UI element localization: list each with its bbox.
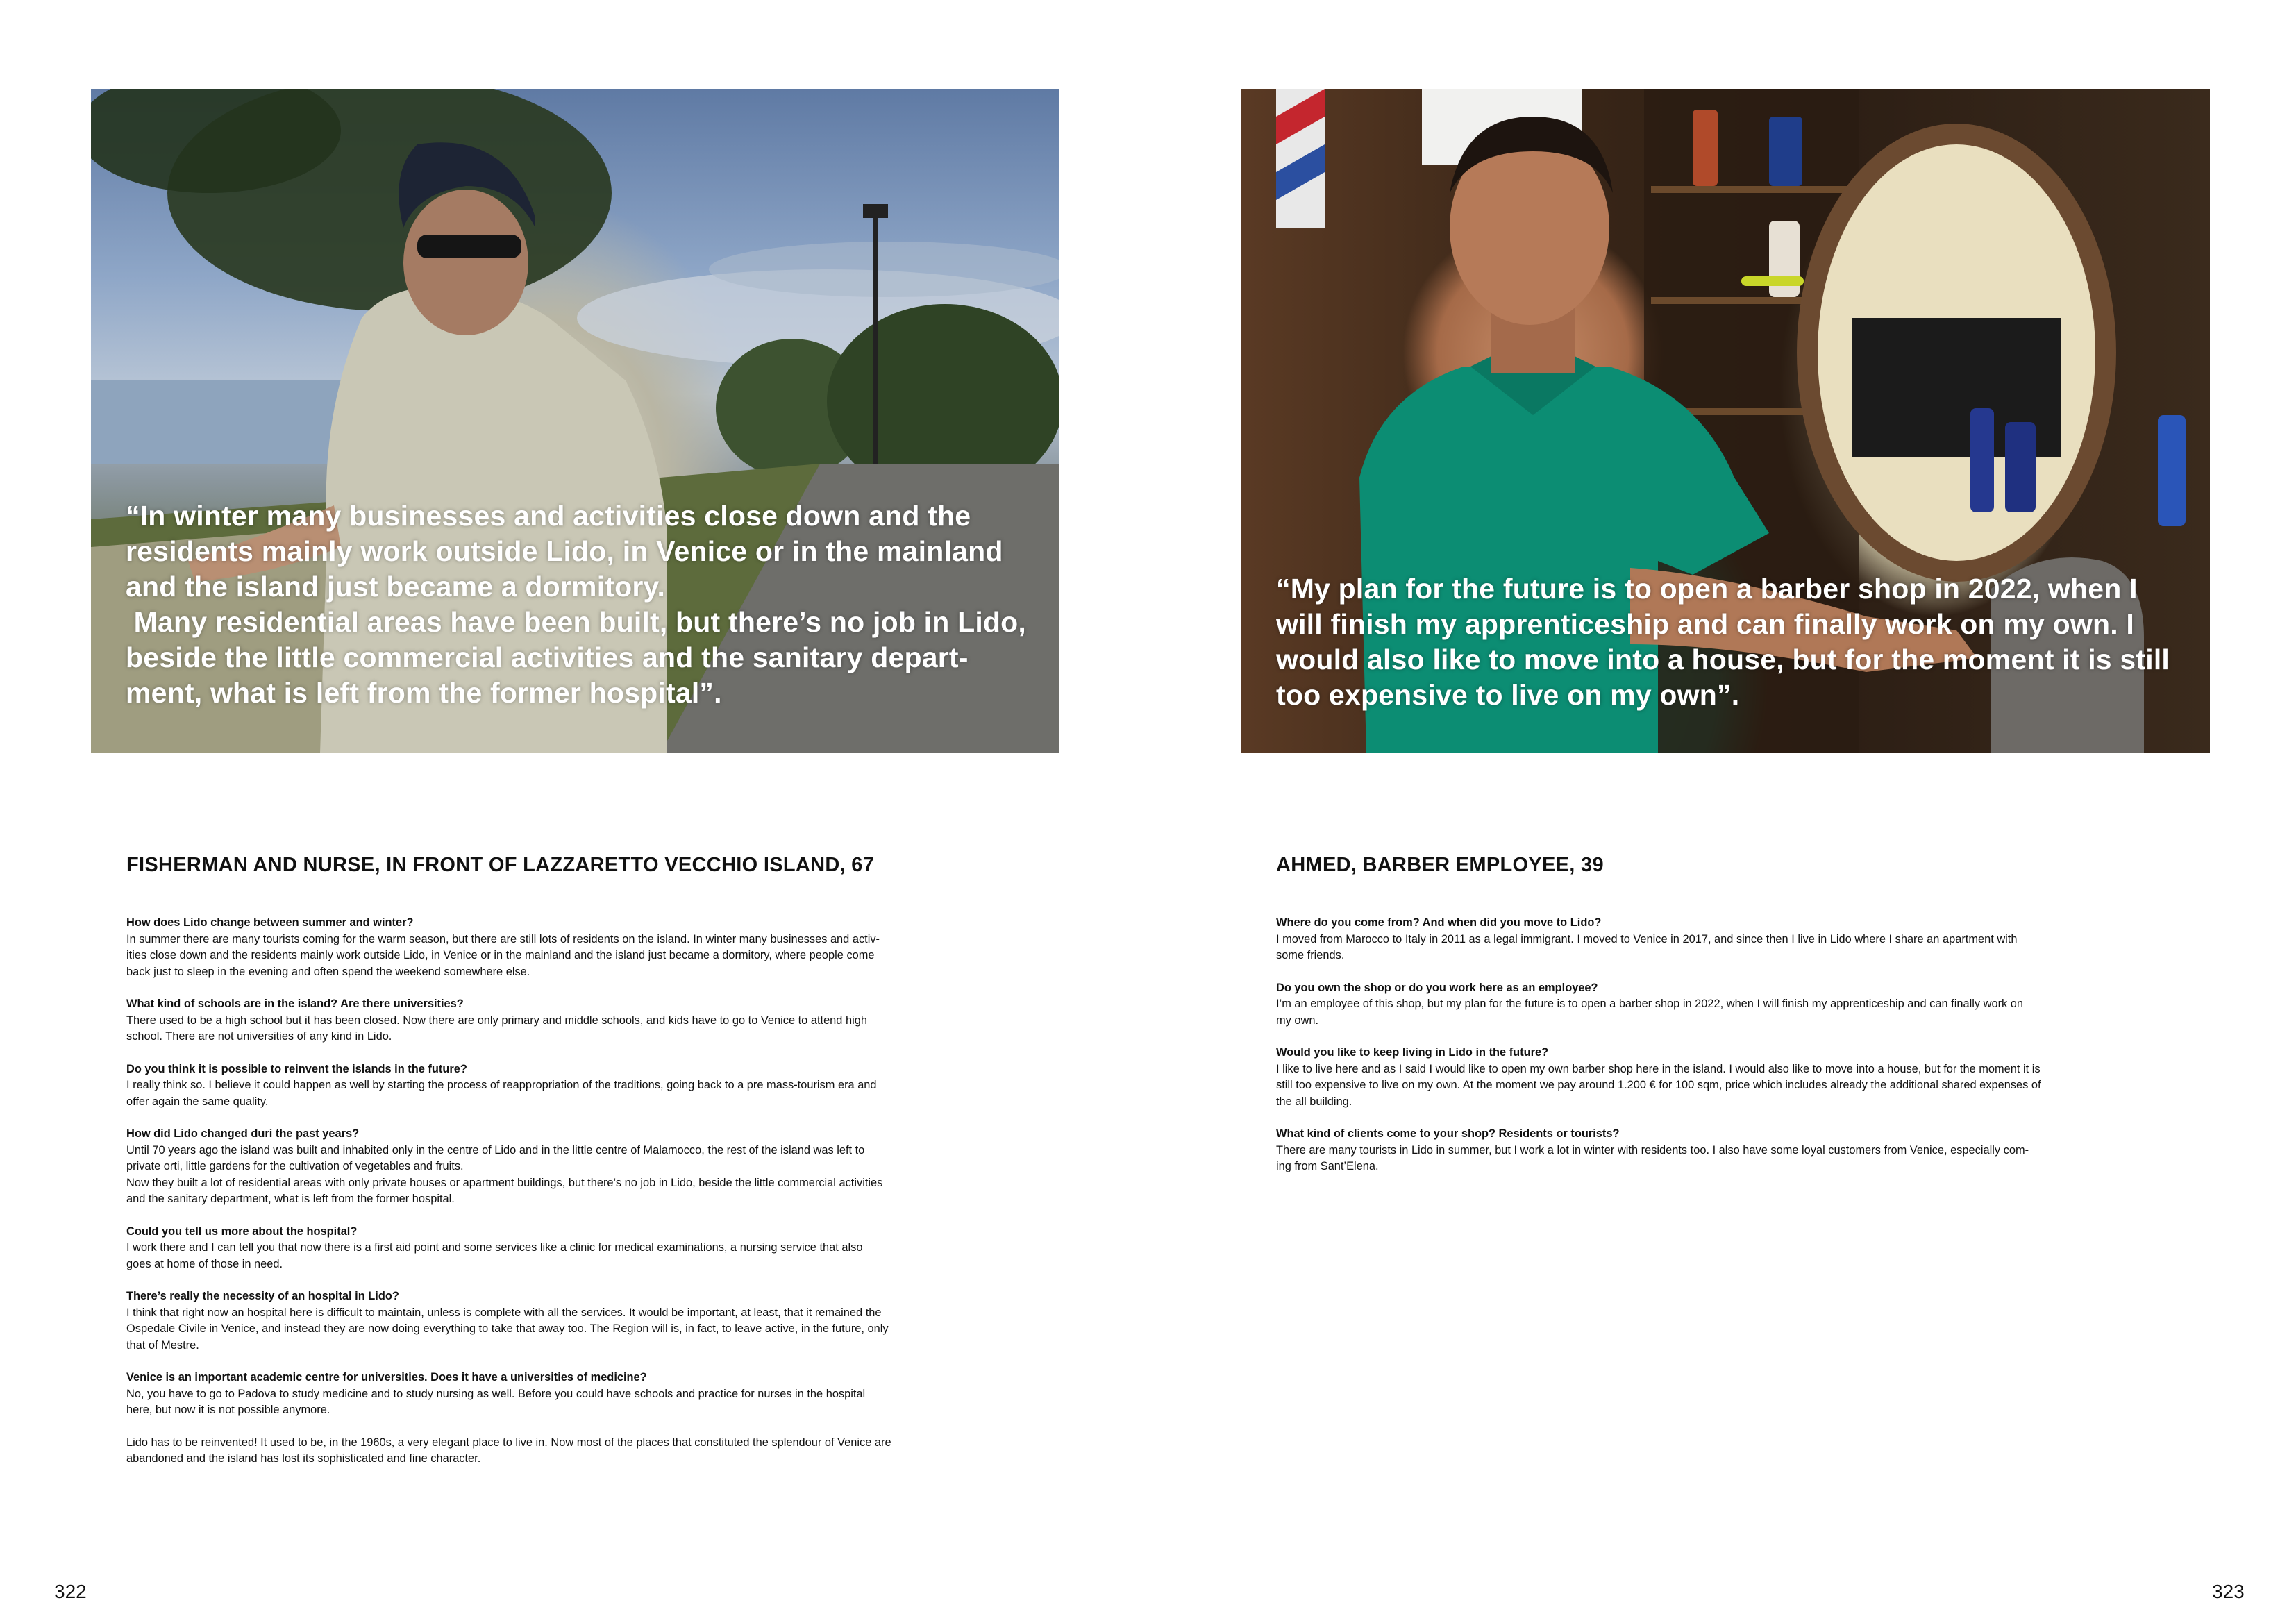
answer-line: There are many tourists in Lido in summer, but I work a lot in winter with residents too. I also have some loyal customers from Venice, especially com- <box>1276 1143 2029 1157</box>
quote-line: will finish my apprenticeship and can finally work on my own. I <box>1276 608 2134 640</box>
qa-block <box>1276 1126 2179 1175</box>
closing-line: abandoned and the island has lost its sophisticated and fine character. <box>126 1452 481 1465</box>
answer-line: goes at home of those in need. <box>126 1257 283 1270</box>
question: Do you think it is possible to reinvent the islands in the future? <box>126 1062 467 1075</box>
answer-line: I’m an employee of this shop, but my plan for the future is to open a barber shop in 2022, when I will finish my apprenticeship and can finally work on <box>1276 998 2024 1010</box>
qa-block <box>1276 980 2179 1029</box>
quote-line: too expensive to live on my own”. <box>1276 679 1740 711</box>
answer-line: that of Mestre. <box>126 1338 199 1352</box>
photo-barber <box>1241 89 2210 753</box>
answer-line: Now they built a lot of residential areas with only private houses or apartment buildings, but there’s no job in Lido, beside the little commercial activities <box>126 1176 883 1189</box>
answer <box>126 1240 1029 1272</box>
quote-line: residents mainly work outside Lido, in Venice or in the mainland <box>126 535 1003 567</box>
interview-barber <box>1276 852 2179 1191</box>
interview-fisherman <box>126 852 1029 1468</box>
answer <box>126 1305 1029 1354</box>
quote-line: beside the little commercial activities and the sanitary depart- <box>126 641 969 673</box>
answer-line: Until 70 years ago the island was built and inhabited only in the centre of Lido and in the little centre of Malamocco, the rest of the island was left to <box>126 1143 865 1157</box>
answer-line: offer again the same quality. <box>126 1095 269 1108</box>
page-number-left: 322 <box>54 1581 87 1602</box>
pull-quote-fisherman <box>126 498 1042 711</box>
answer-line: here, but now it is not possible anymore. <box>126 1404 330 1416</box>
qa-block <box>126 915 1029 980</box>
quote-line: would also like to move into a house, but for the moment it is still <box>1276 644 2170 675</box>
pull-quote-barber <box>1276 571 2193 713</box>
question: Venice is an important academic centre for universities. Does it have a universities of medicine? <box>126 1371 647 1384</box>
question: There’s really the necessity of an hospital in Lido? <box>126 1290 399 1302</box>
answer-line: private orti, little gardens for the cultivation of vegetables and fruits. <box>126 1160 464 1172</box>
answer-line: ing from Sant’Elena. <box>1276 1160 1379 1172</box>
question: What kind of clients come to your shop? Residents or tourists? <box>1276 1127 1620 1140</box>
answer <box>126 1013 1029 1045</box>
qa-block <box>126 1224 1029 1273</box>
answer <box>1276 1061 2179 1111</box>
answer <box>126 1077 1029 1110</box>
answer-line: back just to sleep in the evening and often spend the weekend somewhere else. <box>126 965 530 978</box>
question: What kind of schools are in the island? Are there universities? <box>126 998 464 1010</box>
closing-line: Lido has to be reinvented! It used to be, in the 1960s, a very elegant place to live in. Now most of the places that constituted the splendour of Venice are <box>126 1436 891 1449</box>
answer-line: There used to be a high school but it has been closed. Now there are only primary and middle schools, and kids have to go to Venice to attend high <box>126 1014 867 1027</box>
question: Do you own the shop or do you work here as an employee? <box>1276 981 1598 994</box>
qa-block <box>126 1126 1029 1208</box>
photo-fisherman <box>91 89 1059 753</box>
question: Could you tell us more about the hospital? <box>126 1225 358 1238</box>
question: Where do you come from? And when did you move to Lido? <box>1276 916 1602 929</box>
quote-line: ment, what is left from the former hospital”. <box>126 677 722 709</box>
answer <box>126 1386 1029 1419</box>
answer-line: the all building. <box>1276 1095 1352 1108</box>
answer-line: my own. <box>1276 1014 1319 1027</box>
answer <box>1276 932 2179 964</box>
answer <box>1276 996 2179 1029</box>
question: How does Lido change between summer and winter? <box>126 916 414 929</box>
answer-line: some friends. <box>1276 949 1345 961</box>
quote-line: “In winter many businesses and activities close down and the <box>126 500 971 532</box>
quote-line: Many residential areas have been built, but there’s no job in Lido, <box>126 606 1026 638</box>
qa-block <box>1276 1045 2179 1110</box>
qa-block <box>126 996 1029 1045</box>
answer-line: I moved from Marocco to Italy in 2011 as a legal immigrant. I moved to Venice in 2017, and since then I live in Lido where I share an apartment with <box>1276 932 2018 945</box>
answer-line: In summer there are many tourists coming for the warm season, but there are still lots of residents on the island. In winter many businesses and activ- <box>126 932 880 945</box>
quote-line: and the island just became a dormitory. <box>126 571 666 603</box>
question: How did Lido changed duri the past years? <box>126 1127 360 1140</box>
qa-block <box>126 1288 1029 1354</box>
interview-heading: FISHERMAN AND NURSE, IN FRONT OF LAZZARETTO VECCHIO ISLAND, 67 <box>126 854 875 876</box>
interview-heading: AHMED, BARBER EMPLOYEE, 39 <box>1276 854 1604 876</box>
page-number-right: 323 <box>2212 1581 2245 1602</box>
answer-line: and the sanitary department, what is left from the former hospital. <box>126 1193 455 1205</box>
closing-paragraph <box>126 1435 1029 1468</box>
answer-line: No, you have to go to Padova to study medicine and to study nursing as well. Before you could have schools and practice for nurses in the hospital <box>126 1387 866 1400</box>
question: Would you like to keep living in Lido in the future? <box>1276 1046 1549 1059</box>
answer-line: still too expensive to live on my own. At the moment we pay around 1.200 € for 100 sqm, price which includes already the additional shared expenses of <box>1276 1079 2041 1091</box>
quote-line: “My plan for the future is to open a barber shop in 2022, when I <box>1276 573 2138 605</box>
answer-line: I like to live here and as I said I would like to open my own barber shop here in the island. I would also like to move into a house, but for the moment it is <box>1276 1062 2041 1075</box>
answer-line: I work there and I can tell you that now there is a first aid point and some services like a clinic for medical examinations, a nursing service that also <box>126 1241 863 1254</box>
answer-line: Ospedale Civile in Venice, and instead they are now doing everything to take that away too. The Region will is, in fact, to leave active, in the future, only <box>126 1322 889 1335</box>
answer-line: I think that right now an hospital here is difficult to maintain, unless is complete with all the services. It would be important, at least, that it remained the <box>126 1306 882 1319</box>
answer-line: ities close down and the residents mainly work outside Lido, in Venice or in the mainland and the island just became a dormitory, where people come <box>126 949 875 961</box>
qa-block <box>1276 915 2179 964</box>
answer-line: I really think so. I believe it could happen as well by starting the process of reappropriation of the traditions, going back to a pre mass-tourism era and <box>126 1079 877 1091</box>
answer <box>126 1143 1029 1208</box>
qa-block <box>126 1061 1029 1111</box>
answer <box>1276 1143 2179 1175</box>
answer <box>126 932 1029 981</box>
answer-line: school. There are not universities of any kind in Lido. <box>126 1030 392 1043</box>
qa-block <box>126 1370 1029 1419</box>
